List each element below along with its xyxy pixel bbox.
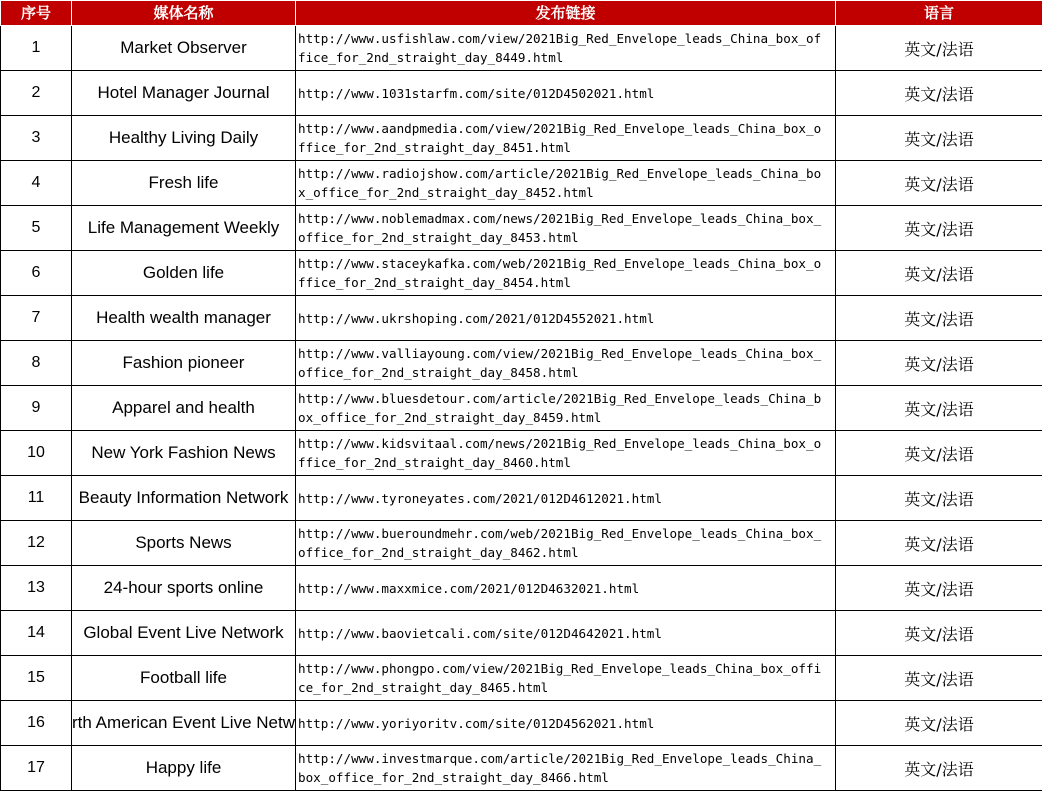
header-link: 发布链接: [296, 1, 836, 26]
media-name[interactable]: Beauty Information Network: [72, 476, 296, 521]
table-row: [1, 701, 1042, 746]
table-row: [1, 431, 1042, 476]
table-row: [1, 251, 1042, 296]
row-number[interactable]: 17: [1, 746, 72, 791]
language[interactable]: 英文/法语: [836, 656, 1042, 701]
publish-link[interactable]: http://www.radiojshow.com/article/2021Big_Red_Envelope_leads_China_box_office_for_2nd_straight_day_8452.html: [296, 161, 836, 206]
table-row: [1, 296, 1042, 341]
media-name[interactable]: Health wealth manager: [72, 296, 296, 341]
row-number[interactable]: 9: [1, 386, 72, 431]
language[interactable]: 英文/法语: [836, 206, 1042, 251]
publish-link[interactable]: http://www.1031starfm.com/site/012D4502021.html: [296, 71, 836, 116]
media-name[interactable]: New York Fashion News: [72, 431, 296, 476]
table-row: [1, 476, 1042, 521]
publish-link[interactable]: http://www.yoriyoritv.com/site/012D4562021.html: [296, 701, 836, 746]
row-number[interactable]: 7: [1, 296, 72, 341]
media-name[interactable]: Happy life: [72, 746, 296, 791]
table-row: [1, 386, 1042, 431]
media-name[interactable]: Sports News: [72, 521, 296, 566]
media-name[interactable]: Life Management Weekly: [72, 206, 296, 251]
table-row: [1, 341, 1042, 386]
language[interactable]: 英文/法语: [836, 161, 1042, 206]
media-name[interactable]: Golden life: [72, 251, 296, 296]
header-num: 序号: [1, 1, 72, 26]
row-number[interactable]: 8: [1, 341, 72, 386]
media-name[interactable]: 24-hour sports online: [72, 566, 296, 611]
row-number[interactable]: 3: [1, 116, 72, 161]
media-name[interactable]: Market Observer: [72, 26, 296, 71]
table-body: [1, 26, 1042, 791]
row-number[interactable]: 16: [1, 701, 72, 746]
header-media: 媒体名称: [72, 1, 296, 26]
table-row: [1, 71, 1042, 116]
row-number[interactable]: 2: [1, 71, 72, 116]
table-row: [1, 116, 1042, 161]
table-row: [1, 206, 1042, 251]
language[interactable]: 英文/法语: [836, 71, 1042, 116]
language[interactable]: 英文/法语: [836, 26, 1042, 71]
language[interactable]: 英文/法语: [836, 476, 1042, 521]
language[interactable]: 英文/法语: [836, 566, 1042, 611]
media-name[interactable]: Healthy Living Daily: [72, 116, 296, 161]
language[interactable]: 英文/法语: [836, 386, 1042, 431]
row-number[interactable]: 4: [1, 161, 72, 206]
table-row: [1, 161, 1042, 206]
language[interactable]: 英文/法语: [836, 431, 1042, 476]
row-number[interactable]: 6: [1, 251, 72, 296]
media-name[interactable]: Hotel Manager Journal: [72, 71, 296, 116]
row-number[interactable]: 14: [1, 611, 72, 656]
table-row: [1, 566, 1042, 611]
header-lang: 语言: [836, 1, 1042, 26]
row-number[interactable]: 13: [1, 566, 72, 611]
media-name[interactable]: Fashion pioneer: [72, 341, 296, 386]
row-number[interactable]: 15: [1, 656, 72, 701]
publish-link[interactable]: http://www.tyroneyates.com/2021/012D4612021.html: [296, 476, 836, 521]
row-number[interactable]: 5: [1, 206, 72, 251]
publish-link[interactable]: http://www.maxxmice.com/2021/012D4632021.html: [296, 566, 836, 611]
publish-link[interactable]: http://www.staceykafka.com/web/2021Big_Red_Envelope_leads_China_box_office_for_2nd_straight_day_8454.html: [296, 251, 836, 296]
media-name[interactable]: Fresh life: [72, 161, 296, 206]
publish-link[interactable]: http://www.valliayoung.com/view/2021Big_Red_Envelope_leads_China_box_office_for_2nd_straight_day_8458.html: [296, 341, 836, 386]
language[interactable]: 英文/法语: [836, 521, 1042, 566]
language[interactable]: 英文/法语: [836, 296, 1042, 341]
publish-link[interactable]: http://www.noblemadmax.com/news/2021Big_Red_Envelope_leads_China_box_office_for_2nd_straight_day_8453.html: [296, 206, 836, 251]
language[interactable]: 英文/法语: [836, 116, 1042, 161]
publish-link[interactable]: http://www.bluesdetour.com/article/2021Big_Red_Envelope_leads_China_box_office_for_2nd_straight_day_8459.html: [296, 386, 836, 431]
table-row: [1, 656, 1042, 701]
language[interactable]: 英文/法语: [836, 341, 1042, 386]
table-row: [1, 26, 1042, 71]
table-row: [1, 521, 1042, 566]
language[interactable]: 英文/法语: [836, 746, 1042, 791]
publish-link[interactable]: http://www.ukrshoping.com/2021/012D4552021.html: [296, 296, 836, 341]
row-number[interactable]: 10: [1, 431, 72, 476]
table-row: [1, 746, 1042, 791]
media-name[interactable]: Apparel and health: [72, 386, 296, 431]
publish-link[interactable]: http://www.aandpmedia.com/view/2021Big_Red_Envelope_leads_China_box_office_for_2nd_straight_day_8451.html: [296, 116, 836, 161]
row-number[interactable]: 12: [1, 521, 72, 566]
media-name[interactable]: rth American Event Live Netw: [72, 701, 296, 746]
row-number[interactable]: 11: [1, 476, 72, 521]
language[interactable]: 英文/法语: [836, 251, 1042, 296]
table-row: [1, 611, 1042, 656]
media-name[interactable]: Football life: [72, 656, 296, 701]
language[interactable]: 英文/法语: [836, 611, 1042, 656]
publish-link[interactable]: http://www.kidsvitaal.com/news/2021Big_Red_Envelope_leads_China_box_office_for_2nd_straight_day_8460.html: [296, 431, 836, 476]
header-row: [1, 1, 1042, 26]
publish-link[interactable]: http://www.baovietcali.com/site/012D4642021.html: [296, 611, 836, 656]
publish-link[interactable]: http://www.phongpo.com/view/2021Big_Red_Envelope_leads_China_box_office_for_2nd_straight_day_8465.html: [296, 656, 836, 701]
publish-link[interactable]: http://www.investmarque.com/article/2021Big_Red_Envelope_leads_China_box_office_for_2nd_straight_day_8466.html: [296, 746, 836, 791]
language[interactable]: 英文/法语: [836, 701, 1042, 746]
publish-link[interactable]: http://www.usfishlaw.com/view/2021Big_Red_Envelope_leads_China_box_office_for_2nd_straight_day_8449.html: [296, 26, 836, 71]
row-number[interactable]: 1: [1, 26, 72, 71]
media-name[interactable]: Global Event Live Network: [72, 611, 296, 656]
publish-link[interactable]: http://www.bueroundmehr.com/web/2021Big_Red_Envelope_leads_China_box_office_for_2nd_straight_day_8462.html: [296, 521, 836, 566]
